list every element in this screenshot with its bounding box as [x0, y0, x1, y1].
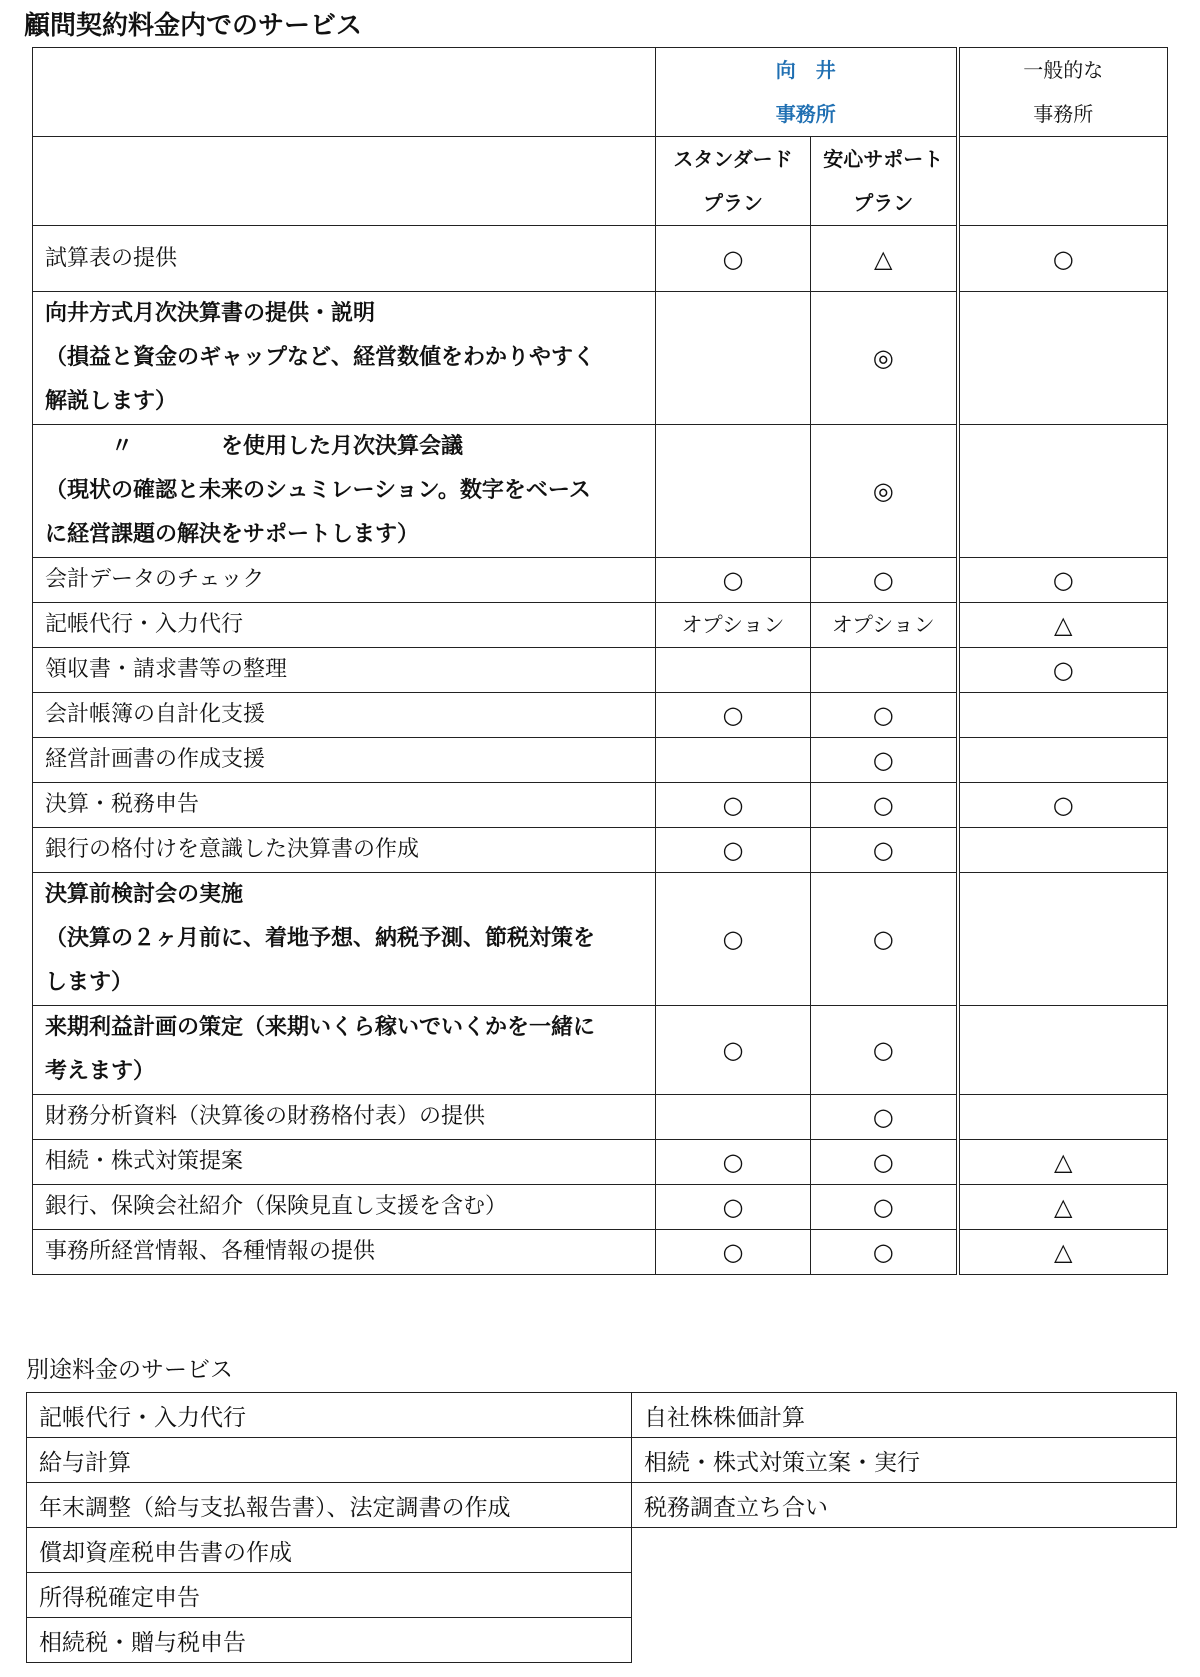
general-header: [958, 48, 1168, 137]
table-row: [33, 226, 1168, 292]
table-row: [33, 648, 1168, 693]
standard-plan-mark: ○: [656, 693, 811, 738]
standard-plan-mark: ○: [656, 873, 811, 1006]
service-name-cell: [33, 603, 656, 648]
service-name-cell: [33, 226, 656, 292]
general-header-line2: 事務所: [1033, 102, 1094, 126]
support-plan-header: [811, 137, 958, 226]
support-plan-mark: ○: [811, 873, 958, 1006]
empty-cell: [632, 1618, 1177, 1663]
header-row-plans: [33, 137, 1168, 226]
general-office-mark: [958, 738, 1168, 783]
general-header-line1: 一般的な: [1023, 58, 1104, 82]
separate-service-left: 年末調整（給与支払報告書）、法定調書の作成: [27, 1483, 632, 1528]
standard-plan-mark: [656, 292, 811, 425]
table-row: [33, 1140, 1168, 1185]
support-plan-mark: ○: [811, 783, 958, 828]
service-name-line: 相続・株式対策提案: [45, 1149, 244, 1174]
service-name-line: 来期利益計画の策定（来期いくら稼いでいくかを一緒に: [45, 1015, 596, 1040]
separate-fee-table: [26, 1392, 1177, 1663]
support-plan-mark: ○: [811, 558, 958, 603]
empty-cell: [632, 1528, 1177, 1573]
general-office-mark: △: [958, 1140, 1168, 1185]
support-plan-mark: オプション: [811, 603, 958, 648]
table-row: [27, 1573, 1177, 1618]
table-row: [33, 1006, 1168, 1095]
support-plan-line2: プラン: [853, 191, 914, 215]
general-office-mark: [958, 828, 1168, 873]
page-title: 顧問契約料金内でのサービス: [24, 11, 363, 41]
service-name-cell: [33, 1140, 656, 1185]
service-name-cell: [33, 1006, 656, 1095]
table-row: [33, 1230, 1168, 1275]
general-office-mark: [958, 1095, 1168, 1140]
table-row: [33, 1095, 1168, 1140]
support-plan-mark: [811, 648, 958, 693]
table-row: [33, 783, 1168, 828]
service-name-line: （決算の２ヶ月前に、着地予想、納税予測、節税対策を: [45, 926, 596, 951]
support-plan-mark: ○: [811, 738, 958, 783]
service-name-cell: [33, 783, 656, 828]
support-plan-mark: ◎: [811, 292, 958, 425]
service-name-cell: [33, 693, 656, 738]
service-name-line: （損益と資金のギャップなど、経営数値をわかりやすく: [45, 345, 596, 370]
table-row: [33, 873, 1168, 1006]
table-row: [33, 738, 1168, 783]
general-office-mark: [958, 693, 1168, 738]
office-header-line2: 事務所: [775, 102, 836, 126]
header-row-office: [33, 48, 1168, 137]
general-office-mark: ○: [958, 648, 1168, 693]
standard-plan-mark: ○: [656, 1140, 811, 1185]
standard-plan-mark: ○: [656, 1006, 811, 1095]
table-row: [33, 425, 1168, 558]
support-plan-mark: ○: [811, 1006, 958, 1095]
separate-service-right: 自社株株価計算: [632, 1393, 1177, 1438]
table-row: [33, 1185, 1168, 1230]
office-header: [656, 48, 958, 137]
service-name-line: 解説します）: [45, 389, 178, 414]
office-header-line1: 向 井: [775, 58, 836, 82]
separate-service-left: 所得税確定申告: [27, 1573, 632, 1618]
table-row: [27, 1483, 1177, 1528]
empty-cell: [632, 1573, 1177, 1618]
service-name-cell: [33, 558, 656, 603]
general-office-mark: △: [958, 1230, 1168, 1275]
service-name-line: 考えます）: [45, 1059, 156, 1084]
general-plan-empty-cell: [958, 137, 1168, 226]
general-office-mark: ○: [958, 226, 1168, 292]
table-row: [27, 1618, 1177, 1663]
table-row: [33, 558, 1168, 603]
support-plan-line1: 安心サポート: [823, 147, 944, 171]
separate-service-left: 記帳代行・入力代行: [27, 1393, 632, 1438]
table-row: [27, 1393, 1177, 1438]
standard-plan-mark: ○: [656, 1230, 811, 1275]
separate-fee-title: 別途料金のサービス: [26, 1357, 233, 1383]
service-name-line: 記帳代行・入力代行: [45, 612, 244, 637]
separate-service-right: 相続・株式対策立案・実行: [632, 1438, 1177, 1483]
support-plan-mark: ○: [811, 1140, 958, 1185]
general-office-mark: △: [958, 603, 1168, 648]
support-plan-mark: ◎: [811, 425, 958, 558]
table-row: [33, 292, 1168, 425]
service-name-cell: [33, 1230, 656, 1275]
general-office-mark: [958, 292, 1168, 425]
plan-header-empty-cell: [33, 137, 656, 226]
service-name-line: します）: [45, 970, 134, 995]
table-row: [33, 693, 1168, 738]
table-row: [27, 1528, 1177, 1573]
general-office-mark: [958, 873, 1168, 1006]
service-name-line: 〃 を使用した月次決算会議: [45, 434, 464, 459]
support-plan-mark: △: [811, 226, 958, 292]
service-name-cell: [33, 1185, 656, 1230]
separate-service-left: 給与計算: [27, 1438, 632, 1483]
standard-plan-mark: [656, 1095, 811, 1140]
service-name-line: 決算前検討会の実施: [45, 882, 244, 907]
general-office-mark: ○: [958, 558, 1168, 603]
separate-service-left: 償却資産税申告書の作成: [27, 1528, 632, 1573]
separate-service-right: 税務調査立ち合い: [632, 1483, 1177, 1528]
included-services-table: [32, 47, 1168, 1275]
support-plan-mark: ○: [811, 1185, 958, 1230]
service-name-line: 銀行の格付けを意識した決算書の作成: [45, 837, 420, 862]
service-name-cell: [33, 425, 656, 558]
support-plan-mark: ○: [811, 1095, 958, 1140]
separate-service-left: 相続税・贈与税申告: [27, 1618, 632, 1663]
support-plan-mark: ○: [811, 1230, 958, 1275]
service-name-line: 会計帳簿の自計化支援: [45, 702, 266, 727]
service-name-cell: [33, 1095, 656, 1140]
standard-plan-mark: ○: [656, 783, 811, 828]
service-name-cell: [33, 292, 656, 425]
service-name-line: 向井方式月次決算書の提供・説明: [45, 301, 376, 326]
general-office-mark: △: [958, 1185, 1168, 1230]
service-name-line: 領収書・請求書等の整理: [45, 657, 288, 682]
service-name-cell: [33, 648, 656, 693]
standard-plan-mark: [656, 648, 811, 693]
standard-plan-mark: [656, 425, 811, 558]
service-name-line: 会計データのチェック: [45, 567, 265, 592]
table-row: [33, 603, 1168, 648]
service-name-line: （現状の確認と未来のシュミレーション。数字をベース: [45, 478, 591, 503]
service-name-line: 経営計画書の作成支援: [45, 747, 266, 772]
standard-plan-line1: スタンダード: [673, 147, 793, 171]
standard-plan-mark: ○: [656, 558, 811, 603]
table-row: [33, 828, 1168, 873]
standard-plan-line2: プラン: [703, 191, 763, 215]
standard-plan-mark: [656, 738, 811, 783]
standard-plan-header: [656, 137, 811, 226]
general-office-mark: [958, 1006, 1168, 1095]
service-name-line: 銀行、保険会社紹介（保険見直し支援を含む）: [45, 1194, 508, 1219]
service-name-line: 決算・税務申告: [45, 792, 200, 817]
table-row: [27, 1438, 1177, 1483]
standard-plan-mark: ○: [656, 828, 811, 873]
service-name-cell: [33, 828, 656, 873]
standard-plan-mark: オプション: [656, 603, 811, 648]
service-name-cell: [33, 873, 656, 1006]
header-empty-cell: [33, 48, 656, 137]
general-office-mark: ○: [958, 783, 1168, 828]
support-plan-mark: ○: [811, 693, 958, 738]
service-name-line: に経営課題の解決をサポートします）: [45, 522, 420, 547]
service-name-line: 財務分析資料（決算後の財務格付表）の提供: [45, 1104, 486, 1129]
standard-plan-mark: ○: [656, 226, 811, 292]
service-name-cell: [33, 738, 656, 783]
service-name-line: 事務所経営情報、各種情報の提供: [45, 1239, 376, 1264]
support-plan-mark: ○: [811, 828, 958, 873]
standard-plan-mark: ○: [656, 1185, 811, 1230]
general-office-mark: [958, 425, 1168, 558]
service-name-line: 試算表の提供: [45, 245, 178, 271]
